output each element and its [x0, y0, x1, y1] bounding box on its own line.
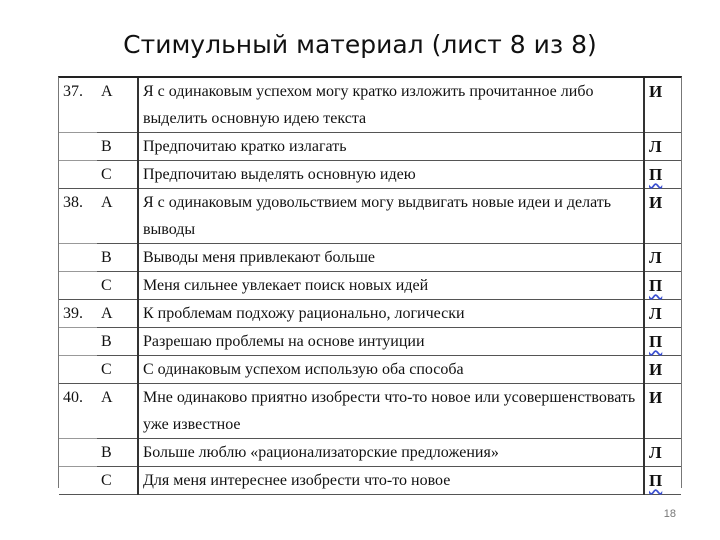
option-letter: B: [97, 439, 138, 467]
question-row: [59, 384, 681, 439]
option-text: Меня сильнее увлекает поиск новых идей: [138, 272, 644, 300]
page-number: 18: [663, 508, 676, 520]
option-text: Выводы меня привлекают больше: [138, 244, 644, 272]
option-text: Предпочитаю кратко излагать: [138, 133, 644, 161]
option-key-mark: [644, 467, 681, 495]
key-mark-label: П: [649, 165, 663, 184]
option-key-mark: [644, 384, 681, 439]
option-letter: A: [97, 78, 138, 133]
option-text: Я с одинаковым удовольствием могу выдвигать новые идеи и делать выводы: [138, 189, 644, 244]
question-number: [59, 328, 97, 356]
key-mark-label: Л: [649, 248, 662, 267]
question-row: [59, 300, 681, 328]
option-key-mark: [644, 244, 681, 272]
question-row: [59, 189, 681, 244]
question-row: [59, 439, 681, 467]
key-mark-label: Л: [649, 443, 662, 462]
option-letter: B: [97, 133, 138, 161]
option-key-mark: [644, 439, 681, 467]
option-letter: B: [97, 328, 138, 356]
question-number: [59, 244, 97, 272]
option-letter: A: [97, 189, 138, 244]
option-text: Для меня интереснее изобрести что-то новое: [138, 467, 644, 495]
option-text: С одинаковым успехом использую оба способа: [138, 356, 644, 384]
option-text: Я с одинаковым успехом могу кратко изложить прочитанное либо выделить основную идею текста: [138, 78, 644, 133]
option-letter: A: [97, 384, 138, 439]
question-number: [59, 356, 97, 384]
option-letter: C: [97, 467, 138, 495]
key-mark-label: П: [649, 471, 663, 490]
key-mark-label: И: [649, 388, 663, 407]
option-text: Разрешаю проблемы на основе интуиции: [138, 328, 644, 356]
option-key-mark: [644, 133, 681, 161]
option-text: Мне одинаково приятно изобрести что-то новое или усовершенствовать уже известное: [138, 384, 644, 439]
page-title: Стимульный материал (лист 8 из 8): [123, 30, 597, 59]
option-text: К проблемам подхожу рационально, логически: [138, 300, 644, 328]
key-mark-label: И: [649, 360, 663, 379]
option-key-mark: [644, 328, 681, 356]
option-key-mark: [644, 300, 681, 328]
key-mark-label: Л: [649, 137, 662, 156]
question-row: [59, 272, 681, 300]
key-mark-label: П: [649, 276, 663, 295]
question-number: 40.: [59, 384, 97, 439]
question-row: [59, 356, 681, 384]
option-letter: C: [97, 272, 138, 300]
question-row: [59, 244, 681, 272]
option-key-mark: [644, 356, 681, 384]
question-row: [59, 467, 681, 495]
option-text: Предпочитаю выделять основную идею: [138, 161, 644, 189]
option-key-mark: [644, 272, 681, 300]
question-row: [59, 78, 681, 133]
question-row: [59, 133, 681, 161]
option-key-mark: [644, 161, 681, 189]
option-key-mark: [644, 189, 681, 244]
option-letter: C: [97, 356, 138, 384]
key-mark-label: И: [649, 82, 663, 101]
question-row: [59, 161, 681, 189]
question-number: 37.: [59, 78, 97, 133]
question-number: [59, 133, 97, 161]
option-letter: A: [97, 300, 138, 328]
question-row: [59, 328, 681, 356]
key-mark-label: П: [649, 332, 663, 351]
option-letter: C: [97, 161, 138, 189]
option-letter: B: [97, 244, 138, 272]
key-mark-label: И: [649, 193, 663, 212]
question-number: [59, 272, 97, 300]
question-number: [59, 439, 97, 467]
option-key-mark: [644, 78, 681, 133]
questionnaire-body: [59, 78, 681, 495]
question-number: [59, 161, 97, 189]
questionnaire-table: [59, 78, 681, 495]
question-number: 39.: [59, 300, 97, 328]
question-number: [59, 467, 97, 495]
question-number: 38.: [59, 189, 97, 244]
key-mark-label: Л: [649, 304, 662, 323]
option-text: Больше люблю «рационализаторские предложения»: [138, 439, 644, 467]
questionnaire-table-container: [58, 76, 682, 488]
